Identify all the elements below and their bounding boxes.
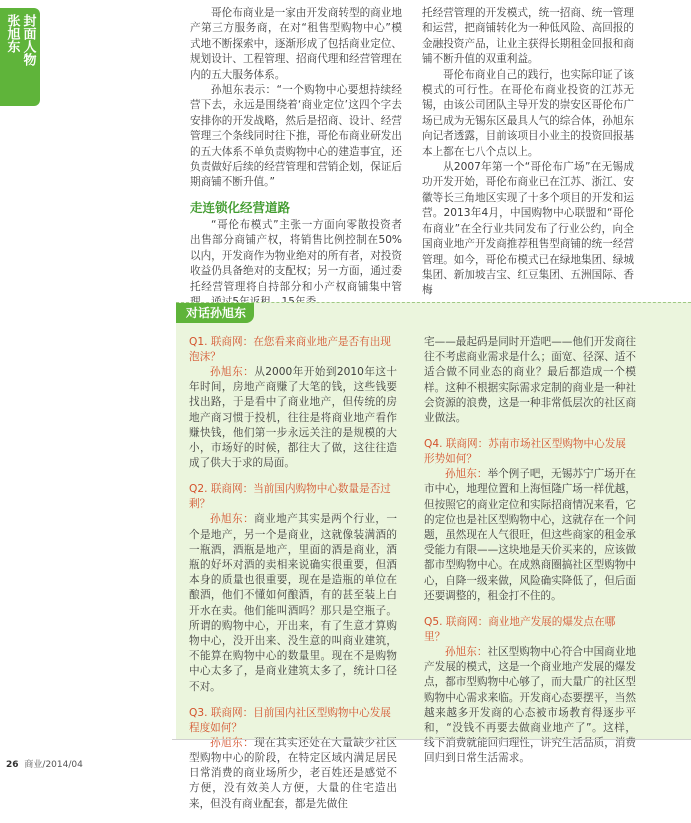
interview-left-column bbox=[189, 335, 397, 823]
interview-answer bbox=[424, 467, 636, 604]
article-paragraph: “哥伦布模式”主张一方面向零散投资者出售部分商铺产权，将销售比例控制在50%以内，开发商作为物业绝对的所有者，对投资收益仍具备绝对的支配权；另一方面，通过委托经营管理将自持部分和小产权商铺集中管 bbox=[190, 218, 402, 293]
tab-label-name: 张旭东 bbox=[4, 14, 20, 53]
interview-answer bbox=[189, 512, 397, 694]
article-left-column bbox=[190, 6, 402, 310]
article-paragraph: 孙旭东表示：“一个购物中心要想持续经营下去，永远是围绕着‘商业定位’这四个字去安排你的开发战略，然后是招商、设计、经营管理三个条线同时往下推，哥伦布商业研发出的五大体系不单负责购物中心的建造事宜，还负责做好后续的经营管理和营销企划，保证后期商铺不断升值。” bbox=[190, 84, 402, 189]
article-paragraph: 托经营管理的开发模式，统一招商、统一管理和运营，把商铺转化为一种低风险、高回报的金融投资产品，让业主获得长期租金回报和商铺不断升值的双重利益。 bbox=[422, 7, 634, 66]
issue-label: 商业/2014/04 bbox=[24, 760, 83, 770]
interview-question: Q5. 联商网：商业地产发展的爆发点在哪里？ bbox=[424, 616, 616, 644]
interview-question: Q1. 联商网：在您看来商业地产是否有出现泡沫？ bbox=[189, 336, 391, 363]
answer-text: 从2000年开始到2010年这十年时间，房地产商赚了大笔的钱，这些钱要找出路，于是看中了商业地产，但传统的房地产商习惯于投机，往往是将商业地产看作赚快钱，他们第一步永远关注的是规模的大小，市场好的时候，都往大了做，这往往造成了供大于求的局面。 bbox=[189, 366, 398, 470]
section-heading: 走连锁化经营道路 bbox=[190, 199, 291, 215]
answer-speaker: 孙旭东： bbox=[210, 736, 255, 749]
article-paragraph: 哥伦布商业自己的践行，也实际印证了该模式的可行性。在哥伦布商业投资的江苏无锡，由该公司团队主导开发的崇安区哥伦布广场已成为无锡东区最具人气的综合体，孙旭东向记者透露，目前该项目小业主的投资回报基本上都在七八个点以上。 bbox=[422, 68, 634, 158]
answer-text: 社区型购物中心符合中国商业地产发展的模式，这是一个商业地产发展的爆发点，都市型购物中心够了，而大量广的社区型购物中心需求来临。开发商心态要摆平，当然越来越多开发商的心态被市场教育得逐步平和，“没钱不再要去做商业地产了”。这样，线下消费就能回归理性，讲究生活品质，消费回归到日常生活需求。 bbox=[424, 646, 637, 765]
article-paragraph: 从2007年第一个“哥伦布广场”在无锡成功开发开始，哥伦布商业已在江苏、浙江、安徽等长三角地区实现了十多个项目的开发和运营。2013年4月，中国购物中心联盟和“哥伦布商业”在全行业共同发布了行业公约，向全国商业地产开发商推荐租售型商铺的统一经营管理。如今，哥伦布模式已在绿地集团、绿城集团、新加坡吉宝、红豆集团、五洲国际、香梅 bbox=[422, 161, 634, 297]
answer-continuation: 宅——最起码是同时开造吧——他们开发商往往不考虑商业需求是什么；面宽、径深、适不适合做不同业态的商业？最后都造成一个模样。这种不根据实际需求定制的商业是一种社会资源的浪费，这是一种非常低层次的社区商业做法。 bbox=[424, 336, 636, 425]
answer-text: 举个例子吧，无锡苏宁广场开在市中心，地理位置和上海恒隆广场一样优越，但按照它的商业定位和实际招商情况来看，它的定位也是社区型购物中心，这就存在一个问题，虽然现在人气很旺，但这些商家的租金承受能力有限——这块地是天价买来的，应该做都市型购物中心。在成熟商圈搞社区型购物中心，自降一级来做，风险确实降低了，但后面还要调整的，租金打不住的。 bbox=[424, 468, 637, 602]
interview-question: Q3. 联商网：目前国内社区型购物中心发展程度如何？ bbox=[189, 706, 391, 734]
interview-box-label: 对话孙旭东 bbox=[176, 303, 254, 323]
footer-rule bbox=[172, 739, 691, 740]
interview-answer bbox=[424, 645, 636, 767]
answer-speaker: 孙旭东： bbox=[210, 513, 255, 526]
article-paragraph: 哥伦布商业是一家由开发商转型的商业地产第三方服务商，在对“租售型购物中心”模式地不断探索中，逐渐形成了包括商业定位、规划设计、工程管理、招商代理和经营管理在内的五大服务体系。 bbox=[190, 7, 402, 81]
page-number: 26 bbox=[6, 760, 19, 770]
interview-answer bbox=[189, 736, 397, 812]
interview-question: Q2. 联商网：当前国内购物中心数量是否过剩？ bbox=[189, 483, 391, 511]
cover-person-tab bbox=[0, 8, 40, 106]
page-footer bbox=[6, 757, 83, 770]
interview-box bbox=[176, 302, 691, 810]
answer-speaker: 孙旭东： bbox=[210, 366, 255, 378]
interview-question: Q4. 联商网：苏南市场社区型购物中心发展形势如何？ bbox=[424, 438, 626, 466]
answer-speaker: 孙旭东： bbox=[445, 646, 488, 659]
answer-text: 商业地产其实是两个行业，一个是地产，另一个是商业，这就像装满酒的一瓶酒，酒瓶是地产，里面的酒是商业，酒瓶的好坏对酒的卖相来说确实很重要，但酒本身的质量也很重要，现在是造瓶的单位在酿酒，他们不懂如何酿酒，有的甚至装上白开水在卖。他们能叫酒吗？那只是空瓶子。所谓的购物中心，开出来，有了生意才算购物中心，没开出来、没生意的叫商业建筑，不能算在购物中心的数量里。现在不是购物中心太多了，是商业建筑太多了，统计口径不对。 bbox=[189, 513, 398, 693]
interview-answer bbox=[189, 365, 397, 471]
tab-label-title: 封面人物 bbox=[20, 14, 36, 66]
answer-speaker: 孙旭东： bbox=[445, 468, 488, 481]
article-right-column bbox=[422, 6, 634, 299]
interview-right-column bbox=[424, 335, 636, 778]
answer-text: 现在其实还处在大量缺少社区型购物中心的阶段，在特定区域内满足居民日常消费的商业场所少，老百姓还是感觉不方便，没有效美人方便，大量的住宅造出来，但没有商业配套，都是先做住 bbox=[189, 736, 398, 810]
